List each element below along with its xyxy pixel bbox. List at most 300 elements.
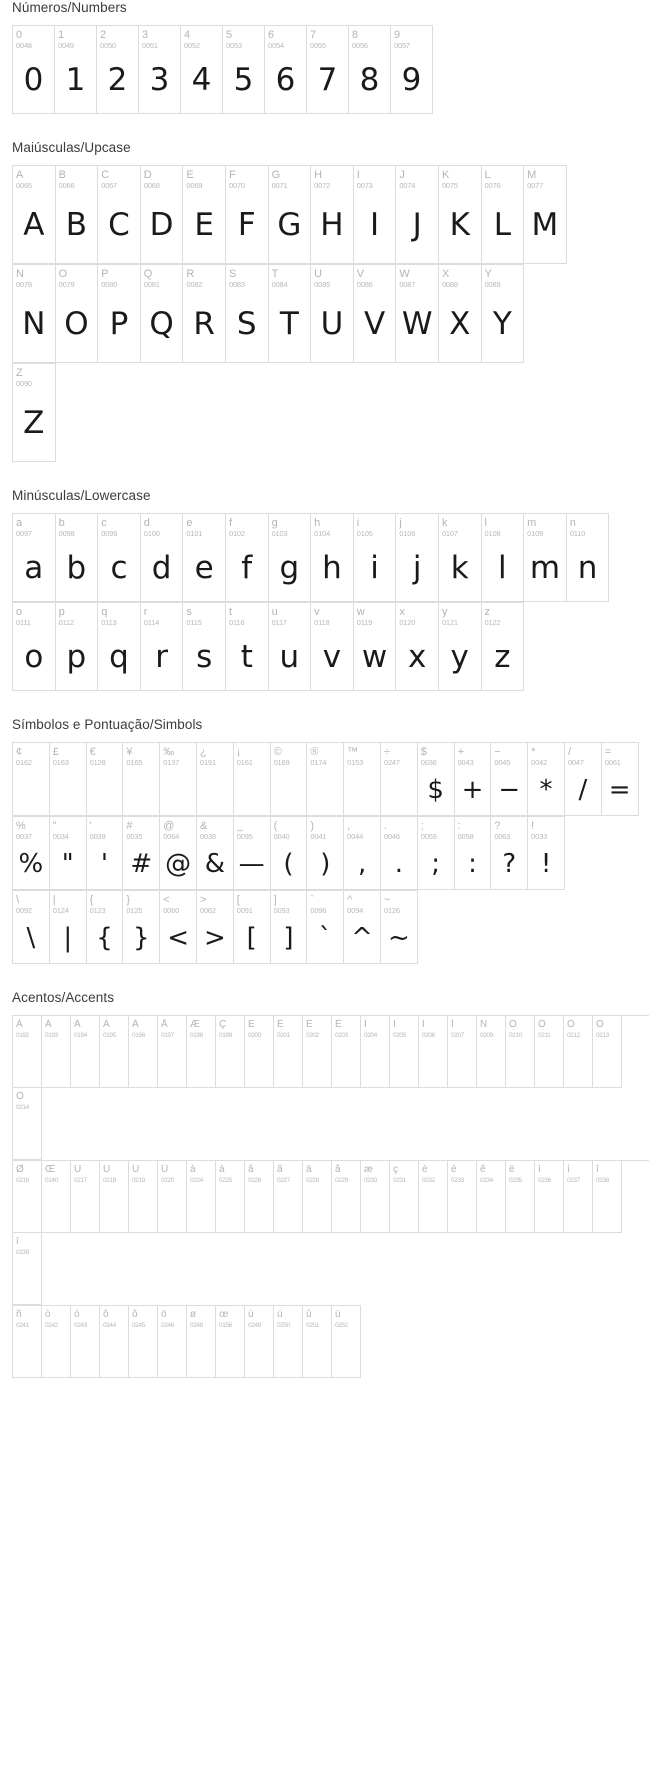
glyph-cell[interactable] [396,166,439,264]
glyph-char-label: â [248,1164,254,1175]
glyph-cell[interactable] [42,1016,71,1088]
glyph-cell[interactable] [42,1306,71,1378]
glyph-char-label: z [484,606,491,618]
glyph-cell[interactable] [183,166,226,264]
glyph-meta [274,1016,302,1040]
glyph-render [344,767,380,813]
glyph-cell[interactable] [439,514,482,602]
glyph-char-label: ¢ [16,746,23,758]
glyph-code-label: 0174 [310,758,327,767]
glyph-cell[interactable] [349,26,391,114]
glyph-code-label: 0116 [228,618,245,627]
glyph-meta [344,891,380,915]
glyph-row [12,25,433,114]
glyph-code-label: 0059 [420,832,437,841]
glyph-cell[interactable] [274,1016,303,1088]
glyph-cell[interactable] [381,817,418,890]
glyph-cell[interactable] [602,743,639,816]
glyph-meta [354,603,396,627]
glyph-cell[interactable] [482,603,525,691]
glyph-cell[interactable] [448,1161,477,1233]
glyph-char-label: } [126,894,131,906]
glyph-cell[interactable] [160,817,197,890]
glyph-cell[interactable] [13,166,56,264]
glyph-cell[interactable] [97,26,139,114]
glyph-code-label: 0121 [441,618,458,627]
glyph-cell[interactable] [390,1016,419,1088]
glyph-cell[interactable] [506,1016,535,1088]
glyph-cell[interactable] [123,891,160,964]
glyph-char-label: ! [531,820,535,832]
glyph-meta [98,514,140,538]
glyph-meta [197,891,233,915]
glyph-cell[interactable] [307,743,344,816]
glyph-cell[interactable] [381,891,418,964]
glyph-render: } [133,923,150,953]
glyph-char-label: n [569,517,576,529]
glyph-code-label: 0119 [356,618,373,627]
glyph-cell[interactable] [311,603,354,691]
glyph-render: # [130,849,153,879]
glyph-cell[interactable] [307,891,344,964]
glyph-cell[interactable] [419,1016,448,1088]
glyph-cell[interactable] [71,1016,100,1088]
glyph-cell[interactable] [226,514,269,602]
glyph-render: \ [26,923,36,953]
glyph-char-label: Ö [16,1091,24,1102]
glyph-cell[interactable] [482,166,525,264]
glyph-render [274,1040,302,1088]
glyph-cell[interactable] [183,514,226,602]
glyph-cell[interactable] [183,603,226,691]
glyph-code-label: 0233 [451,1177,464,1184]
glyph-cell[interactable] [234,817,271,890]
glyph-meta [71,1306,99,1330]
glyph-cell[interactable] [13,364,56,462]
glyph-code-label: 0079 [58,280,75,289]
glyph-char-label: U [314,268,323,280]
glyph-cell[interactable] [245,1161,274,1233]
glyph-meta [269,514,311,538]
glyph-cell[interactable] [160,891,197,964]
glyph-char-label: + [457,746,464,758]
glyph-row [12,513,609,602]
glyph-code-label: 0060 [163,906,180,915]
glyph-cell[interactable] [234,743,271,816]
glyph-cell[interactable] [344,817,381,890]
glyph-meta [245,1306,273,1330]
glyph-char-label: ® [310,746,319,758]
glyph-cell[interactable] [418,743,455,816]
glyph-cell[interactable] [100,1016,129,1088]
glyph-cell[interactable] [265,26,307,114]
glyph-render [564,1185,592,1233]
glyph-cell[interactable] [56,166,99,264]
glyph-char-label: t [228,606,233,618]
glyph-char-label: 4 [184,29,191,41]
glyph-char-label: ò [45,1309,51,1320]
glyph-cell[interactable] [226,166,269,264]
glyph-cell[interactable] [354,265,397,363]
glyph-code-label: 0049 [58,41,74,50]
glyph-cell[interactable] [13,1306,42,1378]
glyph-code-label: 0124 [52,906,69,915]
glyph-render: k [450,549,469,586]
glyph-cell[interactable] [234,891,271,964]
glyph-render: / [578,775,588,805]
glyph-code-label: 0075 [441,181,458,190]
glyph-cell[interactable] [528,743,565,816]
glyph-cell[interactable] [13,891,50,964]
glyph-cell[interactable] [50,743,87,816]
glyph-meta [13,817,49,841]
glyph-char-label: Õ [596,1019,604,1030]
glyph-render [245,1185,273,1233]
glyph-meta [535,1016,563,1040]
glyph-cell[interactable] [226,265,269,363]
glyph-char-label: s [186,606,192,618]
glyph-render: P [109,305,129,342]
glyph-cell[interactable] [439,166,482,264]
glyph-code-label: 0098 [58,529,75,538]
glyph-cell[interactable] [269,265,312,363]
glyph-meta [361,1161,389,1185]
glyph-row [12,363,56,462]
glyph-meta [234,817,270,841]
glyph-char-label: ) [310,820,315,832]
glyph-char-label: W [399,268,410,280]
glyph-meta [349,26,390,50]
glyph-code-label: 0123 [89,906,106,915]
glyph-cell[interactable] [593,1161,622,1233]
glyph-cell[interactable] [311,166,354,264]
glyph-cell[interactable] [100,1306,129,1378]
glyph-cell[interactable] [274,1306,303,1378]
glyph-cell[interactable] [158,1161,187,1233]
glyph-cell[interactable] [100,1161,129,1233]
glyph-render [245,1040,273,1088]
glyph-meta [13,265,55,289]
glyph-render: > [203,923,226,953]
glyph-cell[interactable] [197,743,234,816]
glyph-cell[interactable] [528,817,565,890]
glyph-cell[interactable] [129,1306,158,1378]
glyph-cell[interactable] [71,1306,100,1378]
glyph-cell[interactable] [271,817,308,890]
glyph-cell[interactable] [183,265,226,363]
glyph-code-label: 0226 [248,1177,261,1184]
glyph-char-label: ù [248,1309,254,1320]
glyph-code-label: 0245 [132,1322,145,1329]
glyph-cell[interactable] [303,1016,332,1088]
glyph-render: p [66,638,87,675]
glyph-cell[interactable] [311,514,354,602]
glyph-cell[interactable] [187,1161,216,1233]
glyph-cell[interactable] [332,1306,361,1378]
glyph-render: d [151,549,172,586]
glyph-cell[interactable] [13,743,50,816]
glyph-cell[interactable] [141,514,184,602]
glyph-code-label: 0120 [399,618,416,627]
glyph-cell[interactable] [535,1016,564,1088]
glyph-cell[interactable] [197,891,234,964]
glyph-cell[interactable] [98,265,141,363]
glyph-cell[interactable] [216,1306,245,1378]
glyph-cell[interactable] [439,603,482,691]
glyph-cell[interactable] [455,817,492,890]
glyph-render: K [449,206,470,243]
glyph-code-label: 0194 [74,1032,87,1039]
glyph-cell[interactable] [223,26,265,114]
glyph-meta [354,514,396,538]
glyph-render: Y [492,305,512,342]
glyph-cell[interactable] [361,1016,390,1088]
glyph-cell[interactable] [129,1161,158,1233]
glyph-cell[interactable] [565,743,602,816]
glyph-meta [183,603,225,627]
glyph-cell[interactable] [303,1306,332,1378]
glyph-cell[interactable] [564,1016,593,1088]
glyph-render: T [279,305,299,342]
glyph-cell[interactable] [56,603,99,691]
glyph-meta [13,1306,41,1330]
glyph-cell[interactable] [354,514,397,602]
glyph-cell[interactable] [344,743,381,816]
glyph-code-label: 0225 [219,1177,232,1184]
glyph-cell[interactable] [187,1016,216,1088]
glyph-cell[interactable] [419,1161,448,1233]
glyph-render: y [450,638,469,675]
glyph-row [12,1305,361,1378]
glyph-char-label: | [52,894,56,906]
glyph-meta [491,743,527,767]
glyph-cell[interactable] [332,1016,361,1088]
glyph-cell[interactable] [129,1016,158,1088]
glyph-meta [269,166,311,190]
glyph-cell[interactable] [141,603,184,691]
glyph-cell[interactable] [564,1161,593,1233]
glyph-cell[interactable] [13,603,56,691]
glyph-code-label: 0242 [45,1322,58,1329]
glyph-meta [332,1306,360,1330]
glyph-char-label: " [52,820,57,832]
glyph-cell[interactable] [311,265,354,363]
glyph-char-label: Q [143,268,153,280]
glyph-cell[interactable] [13,1161,42,1233]
glyph-char-label: û [306,1309,312,1320]
glyph-char-label: / [567,746,572,758]
glyph-code-label: 0094 [347,906,364,915]
glyph-cell[interactable] [50,817,87,890]
glyph-cell[interactable] [226,603,269,691]
glyph-char-label: ~ [383,894,391,906]
glyph-cell[interactable] [123,743,160,816]
glyph-meta [216,1161,244,1185]
glyph-cell[interactable] [524,514,567,602]
glyph-cell[interactable] [455,743,492,816]
glyph-code-label: 0230 [364,1177,377,1184]
glyph-cell[interactable] [477,1161,506,1233]
glyph-cell[interactable] [491,743,528,816]
glyph-render: w [361,638,388,675]
glyph-code-label: 0165 [126,758,143,767]
glyph-meta [271,891,307,915]
glyph-cell[interactable] [418,817,455,890]
glyph-char-label: 7 [310,29,317,41]
glyph-cell[interactable] [160,743,197,816]
glyph-code-label: 0207 [451,1032,464,1039]
glyph-cell[interactable] [381,743,418,816]
glyph-cell[interactable] [354,603,397,691]
glyph-render: 0 [23,61,44,98]
glyph-cell[interactable] [269,514,312,602]
glyph-code-label: 0089 [484,280,501,289]
glyph-cell[interactable] [87,891,124,964]
glyph-cell[interactable] [87,743,124,816]
glyph-render: S [236,305,257,342]
glyph-meta [448,1016,476,1040]
glyph-cell[interactable] [269,166,312,264]
glyph-cell[interactable] [303,1161,332,1233]
glyph-code-label: 0237 [567,1177,580,1184]
glyph-render: — [238,849,265,879]
glyph-char-label: p [58,606,65,618]
glyph-cell[interactable] [344,891,381,964]
glyph-render [13,767,49,813]
glyph-cell[interactable] [439,265,482,363]
glyph-cell[interactable] [55,26,97,114]
glyph-code-label: 0095 [236,832,253,841]
glyph-cell[interactable] [50,891,87,964]
glyph-cell[interactable] [506,1161,535,1233]
glyph-cell[interactable] [71,1161,100,1233]
glyph-cell[interactable] [593,1016,622,1088]
glyph-cell[interactable] [216,1161,245,1233]
glyph-code-label: 0137 [163,758,180,767]
glyph-cell[interactable] [307,26,349,114]
glyph-cell[interactable] [98,514,141,602]
glyph-cell[interactable] [42,1161,71,1233]
glyph-cell[interactable] [307,817,344,890]
glyph-meta [226,166,268,190]
glyph-char-label: Í [393,1019,396,1030]
glyph-meta [528,817,564,841]
glyph-cell[interactable] [187,1306,216,1378]
glyph-render: u [279,638,300,675]
glyph-char-label: 3 [142,29,149,41]
glyph-cell[interactable] [271,891,308,964]
glyph-code-label: 0067 [101,181,118,190]
glyph-cell[interactable] [396,265,439,363]
glyph-cell[interactable] [13,1088,42,1160]
glyph-code-label: 0106 [399,529,416,538]
glyph-cell[interactable] [56,265,99,363]
glyph-cell[interactable] [361,1161,390,1233]
glyph-cell[interactable] [158,1016,187,1088]
glyph-cell[interactable] [13,817,50,890]
glyph-render: O [64,305,89,342]
glyph-char-label: ^ [347,894,353,906]
glyph-cell[interactable] [567,514,610,602]
glyph-cell[interactable] [98,603,141,691]
glyph-meta [381,891,417,915]
glyph-code-label: 0112 [58,618,74,627]
glyph-code-label: 0162 [16,758,32,767]
glyph-render: s [196,638,213,675]
glyph-cell[interactable] [13,1233,42,1305]
glyph-render: 1 [65,61,86,98]
glyph-cell[interactable] [197,817,234,890]
glyph-render [42,1330,70,1378]
glyph-cell[interactable] [271,743,308,816]
glyph-render [13,1112,41,1160]
glyph-meta [13,364,55,388]
glyph-cell[interactable] [158,1306,187,1378]
glyph-cell[interactable] [13,514,56,602]
glyph-code-label: 0247 [383,758,400,767]
glyph-code-label: 0118 [314,618,330,627]
glyph-cell[interactable] [13,26,55,114]
glyph-char-label: B [58,169,66,181]
glyph-char-label: _ [236,820,243,832]
glyph-meta [187,1306,215,1330]
glyph-cell[interactable] [216,1016,245,1088]
glyph-cell[interactable] [332,1161,361,1233]
glyph-cell[interactable] [524,166,567,264]
glyph-cell[interactable] [56,514,99,602]
glyph-cell[interactable] [491,817,528,890]
glyph-cell[interactable] [98,166,141,264]
glyph-code-label: 0111 [16,618,31,627]
glyph-render: W [401,305,433,342]
glyph-cell[interactable] [141,166,184,264]
glyph-cell[interactable] [13,265,56,363]
glyph-render [506,1040,534,1088]
glyph-cell[interactable] [535,1161,564,1233]
glyph-cell[interactable] [396,603,439,691]
glyph-meta [477,1161,505,1185]
glyph-char-label: l [484,517,487,529]
glyph-code-label: 0035 [126,832,143,841]
glyph-cell[interactable] [448,1016,477,1088]
glyph-cell[interactable] [354,166,397,264]
glyph-cell[interactable] [269,603,312,691]
glyph-cell[interactable] [181,26,223,114]
glyph-cell[interactable] [13,1016,42,1088]
glyph-char-label: M [527,169,537,181]
glyph-cell[interactable] [139,26,181,114]
glyph-cell[interactable] [123,817,160,890]
glyph-cell[interactable] [390,1161,419,1233]
glyph-cell[interactable] [245,1016,274,1088]
glyph-cell[interactable] [477,1016,506,1088]
glyph-cell[interactable] [274,1161,303,1233]
glyph-code-label: 0087 [399,280,416,289]
glyph-char-label: @ [163,820,175,832]
glyph-code-label: 0069 [186,181,203,190]
glyph-render: + [461,775,484,805]
glyph-cell[interactable] [141,265,184,363]
glyph-cell[interactable] [482,265,525,363]
glyph-cell[interactable] [87,817,124,890]
glyph-cell[interactable] [245,1306,274,1378]
glyph-code-label: 0062 [199,906,216,915]
glyph-cell[interactable] [482,514,525,602]
glyph-cell[interactable] [396,514,439,602]
glyph-code-label: 0209 [480,1032,493,1039]
glyph-render: [ [246,923,257,953]
glyph-cell[interactable] [391,26,433,114]
